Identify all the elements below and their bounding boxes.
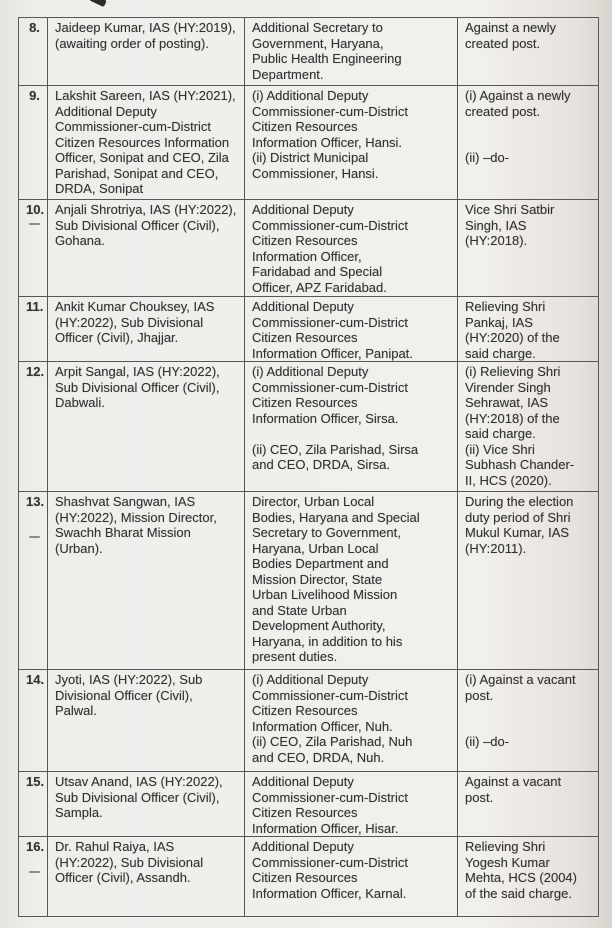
remarks: (i) Relieving Shri Virender Singh Sehrawat, IAS (HY:2018) of the said charge. (ii) Vice Shri Subhash Chander- II, HCS (2020). bbox=[465, 364, 575, 488]
officer-details: Jaideep Kumar, IAS (HY:2019), (awaiting order of posting). bbox=[55, 20, 236, 51]
officer-cell bbox=[48, 772, 245, 837]
remarks: (i) Against a vacant post. (ii) –do- bbox=[465, 672, 576, 749]
table-row bbox=[19, 492, 599, 670]
serial-number-cell bbox=[19, 86, 48, 200]
table-row bbox=[19, 670, 599, 772]
remarks-cell bbox=[458, 362, 599, 492]
officer-cell bbox=[48, 670, 245, 772]
officer-details: Shashvat Sangwan, IAS (HY:2022), Mission Director, Swachh Bharat Mission (Urban). bbox=[55, 494, 217, 556]
remarks-cell bbox=[458, 492, 599, 670]
new-posting: (i) Additional Deputy Commissioner-cum-District Citizen Resources Information Officer, Sirsa. (ii) CEO, Zila Parishad, Sirsa and CEO, DRDA, Sirsa. bbox=[252, 364, 419, 472]
serial-number-cell bbox=[19, 492, 48, 670]
remarks-cell bbox=[458, 772, 599, 837]
remarks: Vice Shri Satbir Singh, IAS (HY:2018). bbox=[465, 202, 555, 248]
new-posting: Additional Deputy Commissioner-cum-District Citizen Resources Information Officer, Karnal. bbox=[252, 839, 409, 901]
remarks: Relieving Shri Yogesh Kumar Mehta, HCS (2004) of the said charge. bbox=[465, 839, 577, 901]
serial-number: 16. bbox=[26, 839, 45, 854]
officer-cell bbox=[48, 200, 245, 297]
posting-cell bbox=[245, 670, 458, 772]
officer-details: Jyoti, IAS (HY:2022), Sub Divisional Officer (Civil), Palwal. bbox=[55, 672, 203, 718]
serial-number: 12. bbox=[26, 364, 45, 379]
table-row bbox=[19, 362, 599, 492]
serial-number-cell bbox=[19, 362, 48, 492]
table-row bbox=[19, 837, 599, 917]
officer-details: Anjali Shrotriya, IAS (HY:2022), Sub Divisional Officer (Civil), Gohana. bbox=[55, 202, 237, 248]
officer-cell bbox=[48, 297, 245, 362]
transfer-orders-table bbox=[18, 17, 599, 917]
serial-number: 11. bbox=[26, 299, 44, 314]
posting-cell bbox=[245, 492, 458, 670]
officer-details: Arpit Sangal, IAS (HY:2022), Sub Divisional Officer (Civil), Dabwali. bbox=[55, 364, 220, 410]
remarks-cell bbox=[458, 837, 599, 917]
posting-cell bbox=[245, 18, 458, 86]
new-posting: (i) Additional Deputy Commissioner-cum-District Citizen Resources Information Officer, Nuh. (ii) CEO, Zila Parishad, Nuh and CEO, DRDA, Nuh. bbox=[252, 672, 413, 765]
table-row bbox=[19, 18, 599, 86]
new-posting: Additional Secretary to Government, Haryana, Public Health Engineering Department. bbox=[252, 20, 402, 82]
remarks-cell bbox=[458, 18, 599, 86]
serial-number: 10. bbox=[26, 202, 45, 217]
remarks: During the election duty period of Shri Mukul Kumar, IAS (HY:2011). bbox=[465, 494, 574, 556]
new-posting: Director, Urban Local Bodies, Haryana and Special Secretary to Government, Haryana, Urban Local Bodies Department and Mission Director, State Urban Livelihood Mission and State Urban Development Authority, Haryana, in addition to his present duties. bbox=[252, 494, 420, 664]
officer-details: Dr. Rahul Raiya, IAS (HY:2022), Sub Divisional Officer (Civil), Assandh. bbox=[55, 839, 204, 885]
serial-number: 14. bbox=[26, 672, 45, 687]
serial-number: 15. bbox=[26, 774, 45, 789]
new-posting: (i) Additional Deputy Commissioner-cum-District Citizen Resources Information Officer, Hansi. (ii) District Municipal Commissioner, Hansi. bbox=[252, 88, 409, 181]
table-row bbox=[19, 772, 599, 837]
officer-cell bbox=[48, 492, 245, 670]
officer-cell bbox=[48, 86, 245, 200]
remarks-cell bbox=[458, 297, 599, 362]
serial-number: 8. bbox=[29, 20, 40, 35]
remarks-cell bbox=[458, 86, 599, 200]
serial-number-cell bbox=[19, 670, 48, 772]
table-row bbox=[19, 86, 599, 200]
officer-details: Lakshit Sareen, IAS (HY:2021), Additional Deputy Commissioner-cum-District Citizen Resources Information Officer, Sonipat and CEO, Zila Parishad, Sonipat and CEO, DRDA, Sonipat bbox=[55, 88, 236, 196]
remarks: (i) Against a newly created post. (ii) –do- bbox=[465, 88, 571, 165]
posting-cell bbox=[245, 86, 458, 200]
serial-number-cell bbox=[19, 772, 48, 837]
new-posting: Additional Deputy Commissioner-cum-District Citizen Resources Information Officer, Hisar. bbox=[252, 774, 409, 836]
pen-mark bbox=[29, 223, 40, 225]
pen-mark bbox=[29, 536, 40, 538]
posting-cell bbox=[245, 200, 458, 297]
officer-cell bbox=[48, 362, 245, 492]
remarks-cell bbox=[458, 670, 599, 772]
serial-number: 9. bbox=[29, 88, 40, 103]
officer-details: Ankit Kumar Chouksey, IAS (HY:2022), Sub Divisional Officer (Civil), Jhajjar. bbox=[55, 299, 215, 345]
posting-cell bbox=[245, 362, 458, 492]
remarks: Against a newly created post. bbox=[465, 20, 557, 51]
remarks: Relieving Shri Pankaj, IAS (HY:2020) of the said charge. bbox=[465, 299, 560, 361]
serial-number-cell bbox=[19, 200, 48, 297]
remarks-cell bbox=[458, 200, 599, 297]
posting-cell bbox=[245, 297, 458, 362]
posting-cell bbox=[245, 837, 458, 917]
table-row bbox=[19, 200, 599, 297]
remarks: Against a vacant post. bbox=[465, 774, 562, 805]
officer-cell bbox=[48, 837, 245, 917]
posting-cell bbox=[245, 772, 458, 837]
pen-mark bbox=[29, 871, 40, 873]
serial-number-cell bbox=[19, 18, 48, 86]
serial-number-cell bbox=[19, 297, 48, 362]
table-row bbox=[19, 297, 599, 362]
new-posting: Additional Deputy Commissioner-cum-District Citizen Resources Information Officer, Panipat. bbox=[252, 299, 413, 361]
officer-details: Utsav Anand, IAS (HY:2022), Sub Divisional Officer (Civil), Sampla. bbox=[55, 774, 223, 820]
scan-edge-artifact bbox=[89, 0, 106, 7]
serial-number-cell bbox=[19, 837, 48, 917]
new-posting: Additional Deputy Commissioner-cum-District Citizen Resources Information Officer, Faridabad and Special Officer, APZ Faridabad. bbox=[252, 202, 409, 295]
serial-number: 13. bbox=[26, 494, 45, 509]
officer-cell bbox=[48, 18, 245, 86]
